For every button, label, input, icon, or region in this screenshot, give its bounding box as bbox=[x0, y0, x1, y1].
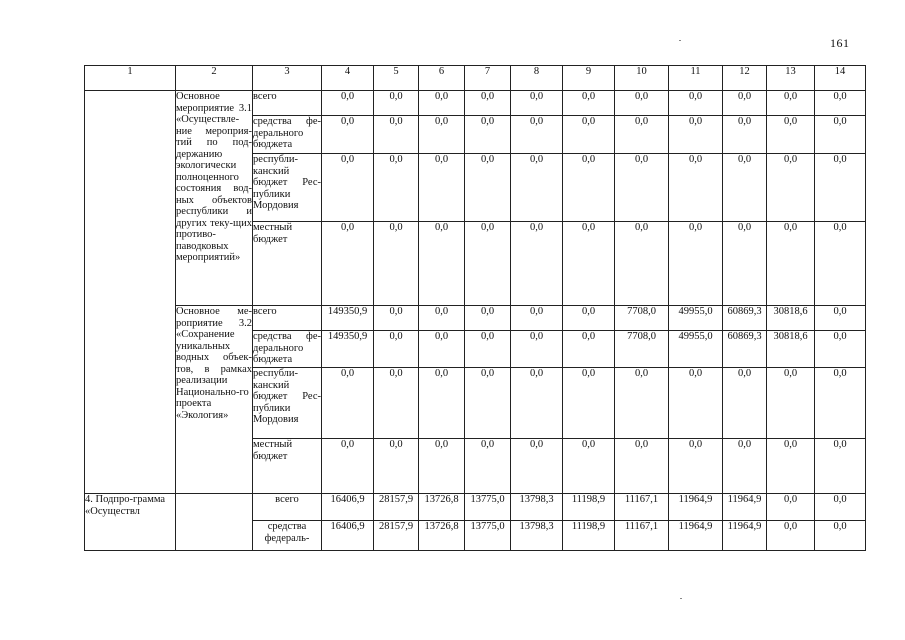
header-cell: 11 bbox=[669, 66, 723, 91]
measure-3-2-name: Основное ме-роприятие 3.2 «Сохранение уникальных водных объек-тов, в рамках реализации Национально-го проекта «Экология» bbox=[176, 306, 253, 494]
value-cell: 16406,9 bbox=[322, 494, 374, 521]
value-cell: 0,0 bbox=[723, 116, 767, 154]
value-cell: 0,0 bbox=[669, 439, 723, 494]
value-cell: 30818,6 bbox=[767, 331, 815, 368]
source-label: средства фе-дерального бюджета bbox=[253, 331, 322, 368]
value-cell: 0,0 bbox=[419, 116, 465, 154]
value-cell: 13798,3 bbox=[511, 494, 563, 521]
value-cell: 0,0 bbox=[374, 222, 419, 306]
value-cell: 0,0 bbox=[767, 91, 815, 116]
value-cell: 0,0 bbox=[767, 154, 815, 222]
value-cell: 0,0 bbox=[615, 116, 669, 154]
value-cell: 0,0 bbox=[322, 116, 374, 154]
measure-3-1-name: Основное мероприятие 3.1 «Осуществле-ние мероприя-тий по под-держанию экологически полноценного состояния вод-ных объектов республики и других теку-щих противо-паводковых мероприятий» bbox=[176, 91, 253, 306]
value-cell: 16406,9 bbox=[322, 521, 374, 551]
value-cell: 0,0 bbox=[511, 91, 563, 116]
value-cell: 0,0 bbox=[563, 306, 615, 331]
source-label: местный бюджет bbox=[253, 222, 322, 306]
value-cell: 0,0 bbox=[563, 91, 615, 116]
value-cell: 0,0 bbox=[511, 116, 563, 154]
value-cell: 0,0 bbox=[669, 116, 723, 154]
value-cell: 0,0 bbox=[465, 91, 511, 116]
value-cell: 0,0 bbox=[669, 222, 723, 306]
source-label: всего bbox=[253, 494, 322, 521]
value-cell: 0,0 bbox=[815, 306, 866, 331]
value-cell: 0,0 bbox=[465, 306, 511, 331]
value-cell: 0,0 bbox=[322, 439, 374, 494]
value-cell: 0,0 bbox=[563, 154, 615, 222]
value-cell: 0,0 bbox=[419, 439, 465, 494]
empty-cell bbox=[176, 494, 253, 551]
value-cell: 0,0 bbox=[767, 494, 815, 521]
value-cell: 0,0 bbox=[511, 154, 563, 222]
header-cell: 5 bbox=[374, 66, 419, 91]
value-cell: 30818,6 bbox=[767, 306, 815, 331]
value-cell: 0,0 bbox=[511, 222, 563, 306]
value-cell: 0,0 bbox=[374, 116, 419, 154]
header-cell: 13 bbox=[767, 66, 815, 91]
value-cell: 0,0 bbox=[419, 154, 465, 222]
value-cell: 0,0 bbox=[563, 439, 615, 494]
source-label: местный бюджет bbox=[253, 439, 322, 494]
value-cell: 0,0 bbox=[669, 154, 723, 222]
value-cell: 11198,9 bbox=[563, 494, 615, 521]
source-label: республи-канский бюджет Рес-публики Мордовия bbox=[253, 368, 322, 439]
value-cell: 0,0 bbox=[815, 331, 866, 368]
value-cell: 0,0 bbox=[374, 154, 419, 222]
value-cell: 0,0 bbox=[563, 331, 615, 368]
value-cell: 49955,0 bbox=[669, 306, 723, 331]
value-cell: 0,0 bbox=[723, 91, 767, 116]
header-row bbox=[85, 66, 866, 91]
table-row bbox=[85, 494, 866, 521]
value-cell: 0,0 bbox=[465, 222, 511, 306]
value-cell: 0,0 bbox=[723, 154, 767, 222]
header-cell: 8 bbox=[511, 66, 563, 91]
header-cell: 7 bbox=[465, 66, 511, 91]
value-cell: 0,0 bbox=[723, 439, 767, 494]
value-cell: 28157,9 bbox=[374, 521, 419, 551]
value-cell: 7708,0 bbox=[615, 306, 669, 331]
value-cell: 0,0 bbox=[669, 368, 723, 439]
source-label: всего bbox=[253, 91, 322, 116]
value-cell: 0,0 bbox=[419, 91, 465, 116]
value-cell: 0,0 bbox=[322, 222, 374, 306]
source-label: средства федераль- bbox=[253, 521, 322, 551]
value-cell: 11167,1 bbox=[615, 494, 669, 521]
value-cell: 0,0 bbox=[374, 306, 419, 331]
value-cell: 11964,9 bbox=[669, 521, 723, 551]
value-cell: 13726,8 bbox=[419, 494, 465, 521]
value-cell: 49955,0 bbox=[669, 331, 723, 368]
program-cell-empty bbox=[85, 91, 176, 494]
value-cell: 0,0 bbox=[419, 222, 465, 306]
value-cell: 7708,0 bbox=[615, 331, 669, 368]
value-cell: 13798,3 bbox=[511, 521, 563, 551]
value-cell: 0,0 bbox=[615, 222, 669, 306]
value-cell: 0,0 bbox=[419, 331, 465, 368]
value-cell: 0,0 bbox=[465, 154, 511, 222]
value-cell: 0,0 bbox=[723, 222, 767, 306]
value-cell: 0,0 bbox=[669, 91, 723, 116]
value-cell: 0,0 bbox=[374, 439, 419, 494]
value-cell: 0,0 bbox=[815, 116, 866, 154]
value-cell: 11198,9 bbox=[563, 521, 615, 551]
value-cell: 0,0 bbox=[815, 222, 866, 306]
value-cell: 0,0 bbox=[815, 494, 866, 521]
page-number: 161 bbox=[830, 36, 850, 50]
value-cell: 0,0 bbox=[465, 331, 511, 368]
value-cell: 0,0 bbox=[615, 368, 669, 439]
value-cell: 0,0 bbox=[419, 306, 465, 331]
value-cell: 0,0 bbox=[815, 368, 866, 439]
value-cell: 0,0 bbox=[815, 91, 866, 116]
value-cell: 11167,1 bbox=[615, 521, 669, 551]
value-cell: 0,0 bbox=[815, 439, 866, 494]
value-cell: 0,0 bbox=[465, 116, 511, 154]
value-cell: 0,0 bbox=[322, 154, 374, 222]
value-cell: 0,0 bbox=[767, 439, 815, 494]
value-cell: 0,0 bbox=[563, 368, 615, 439]
value-cell: 0,0 bbox=[322, 368, 374, 439]
value-cell: 0,0 bbox=[374, 91, 419, 116]
value-cell: 0,0 bbox=[563, 222, 615, 306]
value-cell: 0,0 bbox=[615, 154, 669, 222]
budget-table bbox=[84, 65, 866, 551]
header-cell: 4 bbox=[322, 66, 374, 91]
header-cell: 2 bbox=[176, 66, 253, 91]
header-cell: 3 bbox=[253, 66, 322, 91]
value-cell: 28157,9 bbox=[374, 494, 419, 521]
subprogram-4-name: 4. Подпро-грамма «Осуществл bbox=[85, 494, 176, 551]
value-cell: 13775,0 bbox=[465, 521, 511, 551]
value-cell: 60869,3 bbox=[723, 306, 767, 331]
value-cell: 0,0 bbox=[511, 439, 563, 494]
value-cell: 0,0 bbox=[723, 368, 767, 439]
header-cell: 12 bbox=[723, 66, 767, 91]
value-cell: 0,0 bbox=[419, 368, 465, 439]
value-cell: 0,0 bbox=[374, 368, 419, 439]
value-cell: 0,0 bbox=[767, 116, 815, 154]
source-label: республи-канский бюджет Рес-публики Мордовия bbox=[253, 154, 322, 222]
value-cell: 60869,3 bbox=[723, 331, 767, 368]
header-cell: 1 bbox=[85, 66, 176, 91]
value-cell: 0,0 bbox=[511, 306, 563, 331]
value-cell: 13726,8 bbox=[419, 521, 465, 551]
value-cell: 0,0 bbox=[767, 368, 815, 439]
table-row bbox=[85, 306, 866, 331]
value-cell: 149350,9 bbox=[322, 306, 374, 331]
header-cell: 10 bbox=[615, 66, 669, 91]
scan-speck bbox=[680, 598, 682, 599]
value-cell: 0,0 bbox=[465, 439, 511, 494]
value-cell: 149350,9 bbox=[322, 331, 374, 368]
table-row bbox=[85, 91, 866, 116]
value-cell: 11964,9 bbox=[669, 494, 723, 521]
source-label: всего bbox=[253, 306, 322, 331]
scan-speck bbox=[679, 40, 681, 41]
value-cell: 11964,9 bbox=[723, 521, 767, 551]
header-cell: 6 bbox=[419, 66, 465, 91]
value-cell: 0,0 bbox=[374, 331, 419, 368]
header-cell: 14 bbox=[815, 66, 866, 91]
value-cell: 11964,9 bbox=[723, 494, 767, 521]
value-cell: 13775,0 bbox=[465, 494, 511, 521]
value-cell: 0,0 bbox=[465, 368, 511, 439]
value-cell: 0,0 bbox=[322, 91, 374, 116]
header-cell: 9 bbox=[563, 66, 615, 91]
value-cell: 0,0 bbox=[767, 222, 815, 306]
value-cell: 0,0 bbox=[511, 331, 563, 368]
value-cell: 0,0 bbox=[767, 521, 815, 551]
value-cell: 0,0 bbox=[615, 439, 669, 494]
value-cell: 0,0 bbox=[815, 521, 866, 551]
value-cell: 0,0 bbox=[563, 116, 615, 154]
value-cell: 0,0 bbox=[815, 154, 866, 222]
value-cell: 0,0 bbox=[511, 368, 563, 439]
source-label: средства фе-дерального бюджета bbox=[253, 116, 322, 154]
value-cell: 0,0 bbox=[615, 91, 669, 116]
